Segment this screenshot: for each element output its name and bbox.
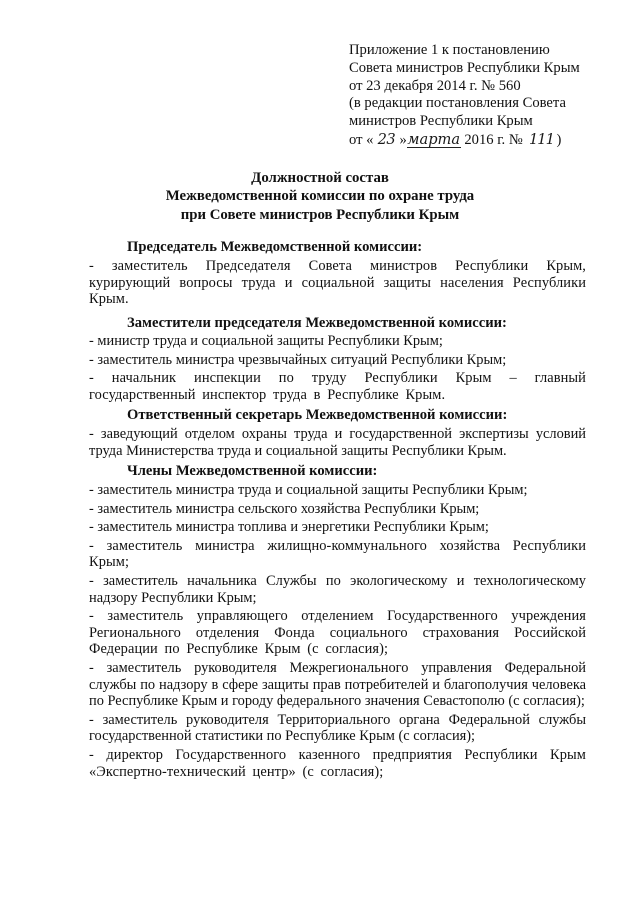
secretary-list xyxy=(89,426,586,461)
list-item: - заместитель министра жилищно-коммунального хозяйства Республики Крым; xyxy=(89,537,586,571)
appendix-date-prefix: от « xyxy=(349,131,374,148)
handwritten-day: 23 xyxy=(377,130,396,148)
members-list xyxy=(89,482,586,782)
list-item: - заместитель министра сельского хозяйства Республики Крым; xyxy=(89,500,480,517)
appendix-year: 2016 г. № xyxy=(460,131,527,148)
handwritten-month: марта xyxy=(407,130,461,148)
list-item: - заместитель руководителя Межрегионального управления Федеральной службы по надзору в сфере защиты прав потребителей и благополучия человека по Республике Крым и городу федерального значения Севастополю (с согласия); xyxy=(89,659,586,710)
appendix-date-mid: » xyxy=(399,131,407,148)
list-item: - заместитель Председателя Совета министров Республики Крым, курирующий вопросы труда и социальной защиты населения Республики Крым. xyxy=(89,258,586,308)
handwritten-number: 111 xyxy=(529,130,554,148)
appendix-suffix: ) xyxy=(556,131,562,148)
appendix-line-3: от 23 декабря 2014 г. № 560 xyxy=(349,77,521,94)
members-heading: Члены Межведомственной комиссии: xyxy=(127,463,378,479)
list-item: - заместитель министра чрезвычайных ситуаций Республики Крым; xyxy=(89,351,507,368)
chair-list xyxy=(89,258,586,310)
list-item: - директор Государственного казенного предприятия Республики Крым «Экспертно-технический центр» (с согласия); xyxy=(89,746,586,780)
appendix-line-4: (в редакции постановления Совета xyxy=(349,95,566,112)
list-item: - начальник инспекции по труду Республики Крым – главный государственный инспектор труда в Республике Крым. xyxy=(89,370,586,403)
title-line-2: Межведомственной комиссии по охране труда xyxy=(165,188,475,205)
document-title xyxy=(90,169,550,224)
secretary-heading: Ответственный секретарь Межведомственной комиссии: xyxy=(127,407,508,423)
appendix-reference xyxy=(349,42,589,150)
list-item: - заместитель руководителя Территориального органа Федеральной службы государственной статистики по Республике Крым (с согласия); xyxy=(89,711,586,745)
appendix-line-1: Приложение 1 к постановлению xyxy=(349,42,550,58)
list-item: - заместитель министра труда и социальной защиты Республики Крым; xyxy=(89,482,528,498)
appendix-line-6 xyxy=(349,131,589,150)
list-item: - заместитель управляющего отделением Государственного учреждения Регионального отделения Фонда социального страхования Российской Федерации по Республике Крым (с согласия); xyxy=(89,608,586,658)
list-item: - министр труда и социальной защиты Республики Крым; xyxy=(89,333,443,349)
list-item: - заместитель министра топлива и энергетики Республики Крым; xyxy=(89,519,489,536)
chair-heading: Председатель Межведомственной комиссии: xyxy=(127,239,423,255)
appendix-line-2: Совета министров Республики Крым xyxy=(349,59,580,76)
title-line-1: Должностной состав xyxy=(251,170,389,186)
list-item: - заместитель начальника Службы по экологическому и технологическому надзору Республики Крым; xyxy=(89,572,586,606)
deputies-heading: Заместители председателя Межведомственной комиссии: xyxy=(127,315,507,331)
title-line-3: при Совете министров Республики Крым xyxy=(180,206,460,223)
list-item: - заведующий отделом охраны труда и государственной экспертизы условий труда Министерства труда и социальной защиты Республики Крым. xyxy=(89,426,586,459)
deputies-list xyxy=(89,333,586,405)
appendix-line-5: министров Республики Крым xyxy=(349,113,533,130)
